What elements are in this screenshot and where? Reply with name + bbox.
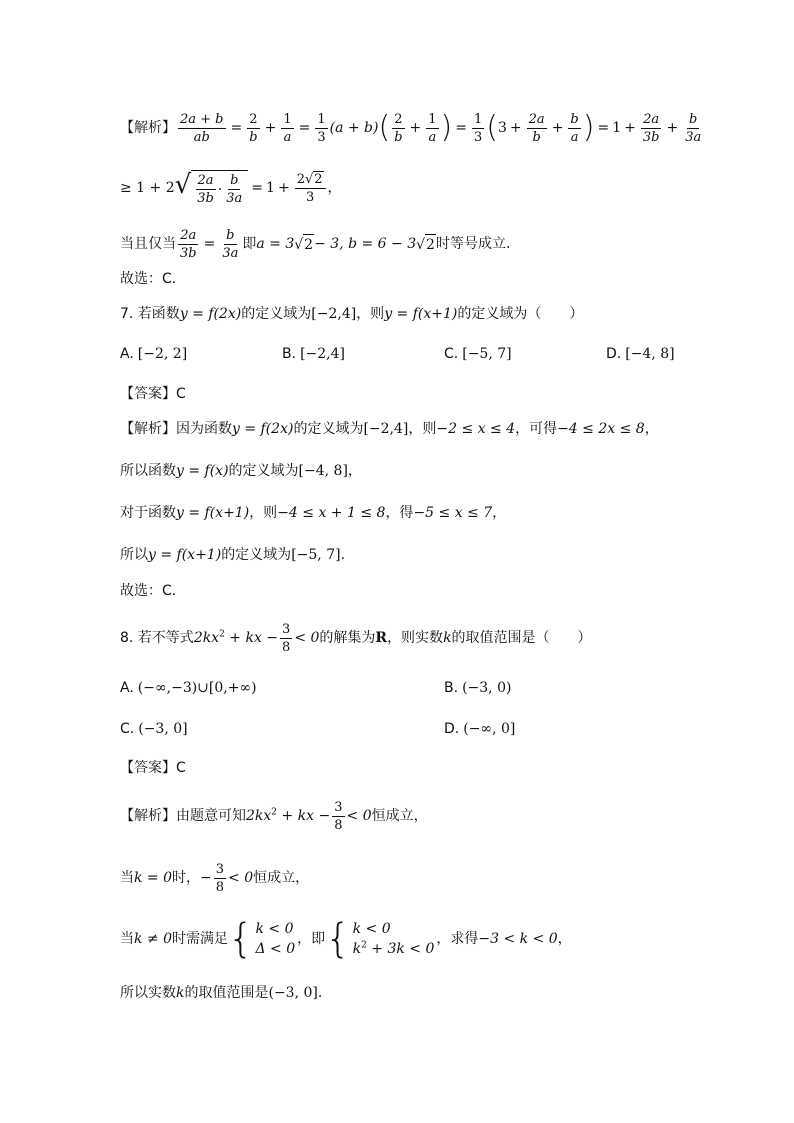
sol6-frac-l: 2 √ 2 3 — [295, 171, 326, 205]
q8-stem-k: k — [443, 630, 452, 646]
q7-option-c — [444, 346, 512, 362]
sol6-line-3: 当且仅当 $\frac{2a}{3b}$ = $\frac{b}{3a}$ 即 a = 3 √ 2 − 3, b = 6 − 3 √ 2 时等号成立. — [120, 227, 511, 261]
sol6-frac-i: $\frac{b}{a}$ — [570, 111, 579, 145]
q7-option-b — [282, 346, 345, 362]
q8-stem-mid2: ，则实数 — [387, 630, 444, 646]
q8-sys2-row2-a: k — [352, 941, 362, 957]
q8-sol-l3-k: k ≠ 0 — [134, 931, 173, 947]
q8-option-c-value: (−3, 0] — [138, 721, 188, 737]
q8-sol-l2-b: 时， — [172, 870, 201, 886]
q7-sol-l1-b: 的定义域为 — [293, 421, 364, 437]
sol6-frac-a: $\frac{2a + b}{ab}$ — [180, 111, 224, 145]
q7-final: 故选：C. — [120, 583, 177, 599]
q8-sol-l3-d: ，求得 — [436, 931, 479, 947]
q8-sol-l2-a: 当 — [120, 870, 134, 886]
q8-option-a-label: A. — [120, 680, 134, 696]
q8-sol-l2-c: − — [200, 870, 212, 886]
q8-sys1-row1: k < 0 — [255, 921, 294, 937]
sol6-frac-c: $\frac{1}{a}$ — [283, 111, 292, 145]
q7-sol-line-3 — [120, 503, 754, 523]
sol6-line-1: 【解析】 $\frac{2a + b}{ab}$ = $\frac{2}{b}$ + $\frac{1}{a}$ = $\frac{1}{3}$ (a + b) ( $\frac{2}{b}$ + $\frac{1}{a}$ ) = $\frac{1}{3}$ ( 3 + $\frac{2a}{b}$ + $\frac{b}{a}$ ) = 1 + $\frac{2a}{3b}$ + $\frac{b}{3a}$ — [120, 110, 702, 145]
sol6-answer: 故选：C. — [120, 271, 177, 287]
q7-sol-line-4 — [120, 545, 754, 565]
q7-option-d-value: [−4, 8] — [625, 346, 675, 362]
q7-sol-l3-c: ，得 — [385, 505, 414, 521]
q8-option-b — [444, 680, 511, 696]
q8-sol-l3-c: ，即 — [297, 931, 326, 947]
q8-sol-line-2: 当 k = 0 时， − $\frac{3}{8}$ < 0 恒成立， — [120, 861, 310, 895]
q7-sol-line-2 — [120, 461, 754, 481]
q7-sol-l1-e: ， — [644, 421, 659, 437]
q7-sol-l2-a: 所以函数 — [120, 463, 176, 479]
q8-sol-l1-ineq-c: < 0 — [346, 808, 372, 824]
q8-stem-end: 的取值范围是（ ） — [451, 630, 592, 646]
sol6-frac-d: $\frac{1}{3}$ — [317, 111, 326, 145]
q7-answer-value: C — [176, 386, 186, 402]
q7-sol-l4-f: y = f(x+1) — [148, 547, 222, 563]
sol6-frac-k: $\frac{b}{3a}$ — [685, 111, 702, 145]
sol6-cond: 当且仅当 — [120, 236, 176, 252]
q7-sol-l4-a: 所以 — [120, 547, 148, 563]
q8-option-c-label: C. — [120, 721, 135, 737]
q7-sol-l1-c: ，则 — [408, 421, 437, 437]
q7-sol-l4-c: . — [340, 547, 346, 563]
q8-sol-l2-d: < 0 — [228, 870, 254, 886]
q8-stem: 8. 若不等式 $2kx^2$ + kx − $\frac{3}{8}$ < 0 的解集为 R ，则实数 k 的取值范围是（ ） — [120, 621, 592, 655]
q8-sol-l3-b: 时需满足 — [172, 931, 229, 947]
q8-sol-l4-a: 所以实数 — [120, 985, 176, 1001]
q7-answer-tag: 【答案】 — [120, 386, 176, 402]
sol6-frac-j: $\frac{2a}{3b}$ — [642, 111, 660, 145]
q7-stem-fx1: y = f(x+1) — [384, 306, 458, 322]
q7-sol-l2-c: ， — [347, 463, 362, 479]
q7-sol-l4-b: 的定义域为 — [221, 547, 292, 563]
q7-sol-l3-d: ， — [492, 505, 507, 521]
q8-sol-l2-e: 恒成立， — [253, 870, 310, 886]
q8-sol-line-4 — [120, 983, 754, 1003]
sol6-tag: 【解析】 — [120, 120, 176, 136]
q8-answer — [120, 758, 754, 778]
q7-option-a-label: A. — [120, 346, 134, 362]
q8-sys2-row1: k < 0 — [352, 921, 391, 937]
sol6-line-2: ≥ 1 + 2 √ $\frac{2a}{3b}$ · $\frac{b}{3a}$ = 1 + 2 √ 2 3 ， — [120, 170, 342, 206]
q7-sol-l1-ineq2: −4 ≤ 2x ≤ 8 — [557, 421, 645, 437]
q7-option-d-label: D. — [606, 346, 622, 362]
q8-option-b-label: B. — [444, 680, 459, 696]
sol6-frac-g: $\frac{1}{3}$ — [474, 111, 483, 145]
q7-sol-tag: 【解析】 — [120, 421, 176, 437]
q7-sol-l2-dom: [−4, 8] — [298, 463, 348, 479]
q7-sol-l3-ineq2: −5 ≤ x ≤ 7 — [413, 505, 493, 521]
q7-stem-f2x: y = f(2x) — [179, 306, 242, 322]
q8-brace-2: { — [325, 916, 351, 962]
q8-sol-l3-a: 当 — [120, 931, 134, 947]
q8-answer-value: C — [176, 760, 186, 776]
q8-sol-l4-res: (−3, 0] — [268, 985, 318, 1001]
sol6-cont: ， — [327, 180, 342, 196]
q7-sol-l1-dom: [−2,4] — [363, 421, 409, 437]
q8-sol-l1-ineq-a: 2kx — [246, 808, 272, 824]
q8-sys1-row2: Δ < 0 — [255, 941, 296, 957]
sol6-cond-a2: − 3, b = 6 − 3 — [314, 236, 417, 252]
q8-sol-l2-k: k = 0 — [134, 870, 173, 886]
q7-sol-l3-f: y = f(x+1) — [176, 505, 250, 521]
q8-answer-tag: 【答案】 — [120, 760, 176, 776]
sol6-frac-f: $\frac{1}{a}$ — [428, 111, 437, 145]
q7-option-b-label: B. — [282, 346, 297, 362]
q7-stem-mid: 的定义域为 — [241, 306, 312, 322]
q7-sol-l1-d: ，可得 — [515, 421, 558, 437]
q8-sol-line-3 — [120, 916, 754, 962]
q8-stem-R: R — [375, 630, 388, 646]
q8-sol-l4-k: k — [176, 985, 185, 1001]
q8-option-c — [120, 721, 188, 737]
q7-sol-l2-b: 的定义域为 — [228, 463, 299, 479]
q7-sol-l1-f: y = f(2x) — [232, 421, 294, 437]
q8-sol-l3-res: −3 < k < 0 — [478, 931, 558, 947]
q7-stem-pre: 7. 若函数 — [120, 306, 180, 322]
sol6-frac-b: $\frac{2}{b}$ — [249, 111, 258, 145]
q8-stem-mid: 的解集为 — [319, 630, 376, 646]
q8-option-d-label: D. — [444, 721, 460, 737]
q8-stem-ineq-c: < 0 — [294, 630, 320, 646]
sol6-frac-h: $\frac{2a}{b}$ — [528, 111, 545, 145]
q8-option-d-value: (−∞, 0] — [463, 721, 516, 737]
q7-stem-mid2: ，则 — [356, 306, 385, 322]
q8-sol-l1-a: 由题意可知 — [176, 808, 246, 824]
q7-sol-l3-a: 对于函数 — [120, 505, 176, 521]
q7-sol-l4-dom: [−5, 7] — [291, 547, 341, 563]
q8-brace-1: { — [228, 916, 254, 962]
q7-sol-l2-f: y = f(x) — [176, 463, 229, 479]
q7-answer — [120, 384, 754, 404]
q8-stem-pre: 8. 若不等式 — [120, 630, 194, 646]
q8-sol-line-1: 【解析】 由题意可知 $2kx^2$ + kx − $\frac{3}{8}$ < 0 恒成立， — [120, 799, 428, 833]
q7-option-c-value: [−5, 7] — [462, 346, 512, 362]
q7-option-a — [120, 346, 187, 362]
q8-sol-l1-ineq-b: + kx − — [277, 808, 331, 824]
q8-option-d — [444, 721, 515, 737]
q7-stem-dom: [−2,4] — [311, 306, 357, 322]
q8-system-1 — [255, 919, 295, 959]
q8-sol-tag: 【解析】 — [120, 808, 176, 824]
q7-sol-l3-ineq: −4 ≤ x + 1 ≤ 8 — [277, 505, 386, 521]
q7-option-b-value: [−2,4] — [300, 346, 345, 362]
q8-option-a-value: (−∞,−3)∪[0,+∞) — [137, 680, 257, 696]
sol6-frac-e: $\frac{2}{b}$ — [394, 111, 403, 145]
sol6-cond-a: a = 3 — [256, 236, 295, 252]
q8-stem-ineq-b: + kx − — [224, 630, 279, 646]
q8-option-a — [120, 680, 257, 696]
q7-sol-line-1 — [120, 419, 754, 439]
q8-option-b-value: (−3, 0) — [462, 680, 512, 696]
q7-option-c-label: C. — [444, 346, 459, 362]
q8-sol-l1-b: 恒成立， — [371, 808, 428, 824]
q7-sol-l1-a: 因为函数 — [176, 421, 232, 437]
q7-sol-l1-ineq: −2 ≤ x ≤ 4 — [436, 421, 516, 437]
q8-system-2: k < 0 $k^2 + 3k < 0$ — [352, 921, 435, 957]
q8-stem-ineq-a: 2kx — [193, 630, 220, 646]
q8-sol-l4-b: 的取值范围是 — [184, 985, 269, 1001]
q7-sol-l3-b: ，则 — [249, 505, 278, 521]
q7-option-d — [606, 346, 675, 362]
sol6-cond-ji: 即 — [242, 236, 257, 252]
q7-stem — [120, 304, 754, 324]
q8-sol-l3-e: ， — [557, 931, 572, 947]
q8-sol-l4-c: . — [317, 985, 323, 1001]
q8-sys2-row2-b: + 3k < 0 — [366, 941, 435, 957]
q7-stem-end: 的定义域为（ ） — [457, 306, 584, 322]
sol6-cond-end: 时等号成立. — [435, 236, 511, 252]
sol6-sqrt: √ $\frac{2a}{3b}$ · $\frac{b}{3a}$ — [175, 170, 249, 206]
q7-option-a-value: [−2, 2] — [137, 346, 188, 362]
